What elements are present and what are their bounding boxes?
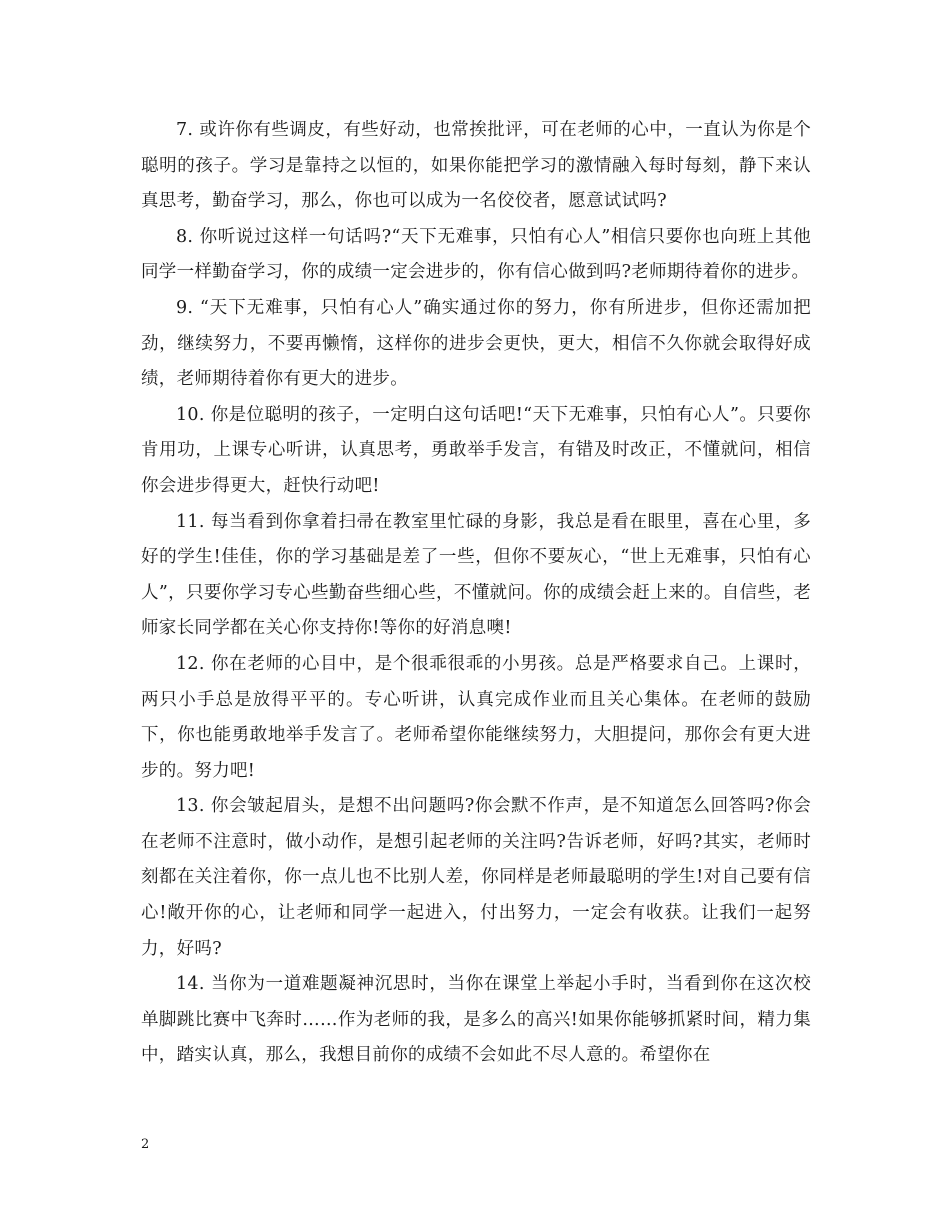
paragraph-9: 9. “天下无难事，只怕有心人”确实通过你的努力，你有所进步，但你还需加把劲，继续努力，不要再懒惰，这样你的进步会更快，更大，相信不久你就会取得好成绩，老师期待着你有更大的进步。: [141, 297, 811, 390]
document-body: [141, 113, 811, 1074]
paragraph-10: 10. 你是位聪明的孩子，一定明白这句话吧!“天下无难事，只怕有心人”。只要你肯用功，上课专心听讲，认真思考，勇敢举手发言，有错及时改正，不懂就问，相信你会进步得更大，赶快行动吧!: [141, 404, 811, 496]
paragraph-11: 11. 每当看到你拿着扫帚在教室里忙碌的身影，我总是看在眼里，喜在心里，多好的学生!佳佳，你的学习基础是差了一些，但你不要灰心，“世上无难事，只怕有心人”，只要你学习专心些勤奋些细心些，不懂就问。你的成绩会赶上来的。自信些，老师家长同学都在关心你支持你!等你的好消息噢!: [141, 511, 811, 639]
paragraph-8: 8. 你听说过这样一句话吗?“天下无难事，只怕有心人”相信只要你也向班上其他同学一样勤奋学习，你的成绩一定会进步的，你有信心做到吗?老师期待着你的进步。: [141, 226, 811, 283]
paragraph-14: 14. 当你为一道难题凝神沉思时，当你在课堂上举起小手时，当看到你在这次校单脚跳比赛中飞奔时……作为老师的我，是多么的高兴!如果你能够抓紧时间，精力集中，踏实认真，那么，我想目前你的成绩不会如此不尽人意的。希望你在: [141, 974, 811, 1066]
paragraph-13: 13. 你会皱起眉头，是想不出问题吗?你会默不作声，是不知道怎么回答吗?你会在老师不注意时，做小动作，是想引起老师的关注吗?告诉老师，好吗?其实，老师时刻都在关注着你，你一点儿也不比别人差，你同样是老师最聪明的学生!对自己要有信心!敞开你的心，让老师和同学一起进入，付出努力，一定会有收获。让我们一起努力，好吗?: [141, 796, 811, 959]
paragraph-7: 7. 或许你有些调皮，有些好动，也常挨批评，可在老师的心中，一直认为你是个聪明的孩子。学习是靠持之以恒的，如果你能把学习的激情融入每时每刻，静下来认真思考，勤奋学习，那么，你也可以成为一名佼佼者，愿意试试吗?: [141, 120, 811, 212]
page-number: 2: [141, 1137, 150, 1152]
paragraph-12: 12. 你在老师的心目中，是个很乖很乖的小男孩。总是严格要求自己。上课时，两只小手总是放得平平的。专心听讲，认真完成作业而且关心集体。在老师的鼓励下，你也能勇敢地举手发言了。老师希望你能继续努力，大胆提问，那你会有更大进步的。努力吧!: [141, 653, 811, 781]
